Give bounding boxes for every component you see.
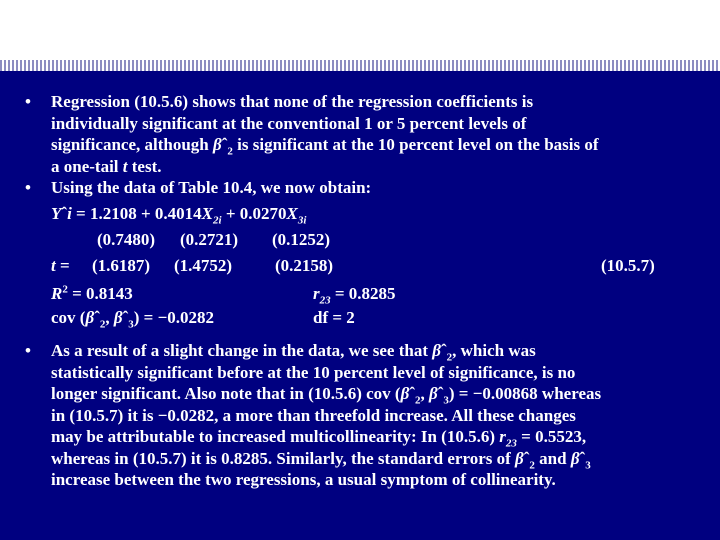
t-stat-3: (0.2158) bbox=[275, 256, 334, 275]
p1-line-1: Regression (10.5.6) shows that none of the regression coefficients is bbox=[51, 92, 534, 111]
p3-line-3: longer significant. Also note that in (10.5.6) cov (βˆ$_2$, βˆ$_3$) = −0.00868 whereas bbox=[51, 384, 602, 407]
se-1: (0.7480) bbox=[97, 230, 156, 249]
r-squared: $R^2 = 0.8143$ bbox=[51, 283, 133, 303]
r23: $r_{23} = 0.8285$ bbox=[313, 284, 396, 307]
p3-line-7: increase between the two regressions, a usual symptom of collinearity. bbox=[51, 470, 556, 489]
t-stat-1: (1.6187) bbox=[92, 256, 151, 275]
p3-line-5: may be attributable to increased multicollinearity: In (10.5.6) $r_{23} = 0.5523$, bbox=[51, 427, 587, 450]
slide-body bbox=[0, 71, 720, 540]
se-3: (0.1252) bbox=[272, 230, 331, 249]
degrees-of-freedom: df = 2 bbox=[313, 308, 355, 327]
p3-line-6: whereas in (10.5.7) it is 0.8285. Similarly, the standard errors of βˆ$_2$ and βˆ$_3$ bbox=[51, 448, 591, 471]
p3-line-4: in (10.5.7) it is −0.0282, a more than threefold increase. All these changes bbox=[51, 405, 576, 425]
t-label: t = bbox=[51, 256, 70, 275]
p3-line-2: statistically significant before at the 10 percent level of significance, is no bbox=[51, 362, 576, 382]
bullet-2: • bbox=[25, 178, 31, 197]
bullet-3: • bbox=[25, 341, 31, 360]
equation-number: (10.5.7) bbox=[601, 256, 655, 275]
se-2: (0.2721) bbox=[180, 230, 239, 249]
p1-line-2: individually significant at the conventional 1 or 5 percent levels of bbox=[51, 113, 527, 133]
p3-line-1: As a result of a slight change in the data, we see that βˆ$_2$, which was bbox=[51, 341, 536, 364]
bullet-1: • bbox=[25, 92, 31, 111]
header-strip bbox=[0, 0, 720, 60]
covariance: cov (βˆ$_2$, βˆ$_3$) = −0.0282 bbox=[51, 308, 215, 331]
p2-intro: Using the data of Table 10.4, we now obtain: bbox=[51, 178, 372, 197]
regression-equation: Yˆi = $1.2108 + 0.4014X_{2i} + 0.0270X_{3i}$ bbox=[51, 204, 307, 227]
p1-line-3: significance, although βˆ$_2$ is significant at the 10 percent level on the basis of bbox=[51, 135, 599, 158]
dotted-divider bbox=[0, 60, 720, 71]
p1-line-4: a one-tail t test. bbox=[51, 156, 162, 176]
t-stat-2: (1.4752) bbox=[174, 256, 233, 275]
